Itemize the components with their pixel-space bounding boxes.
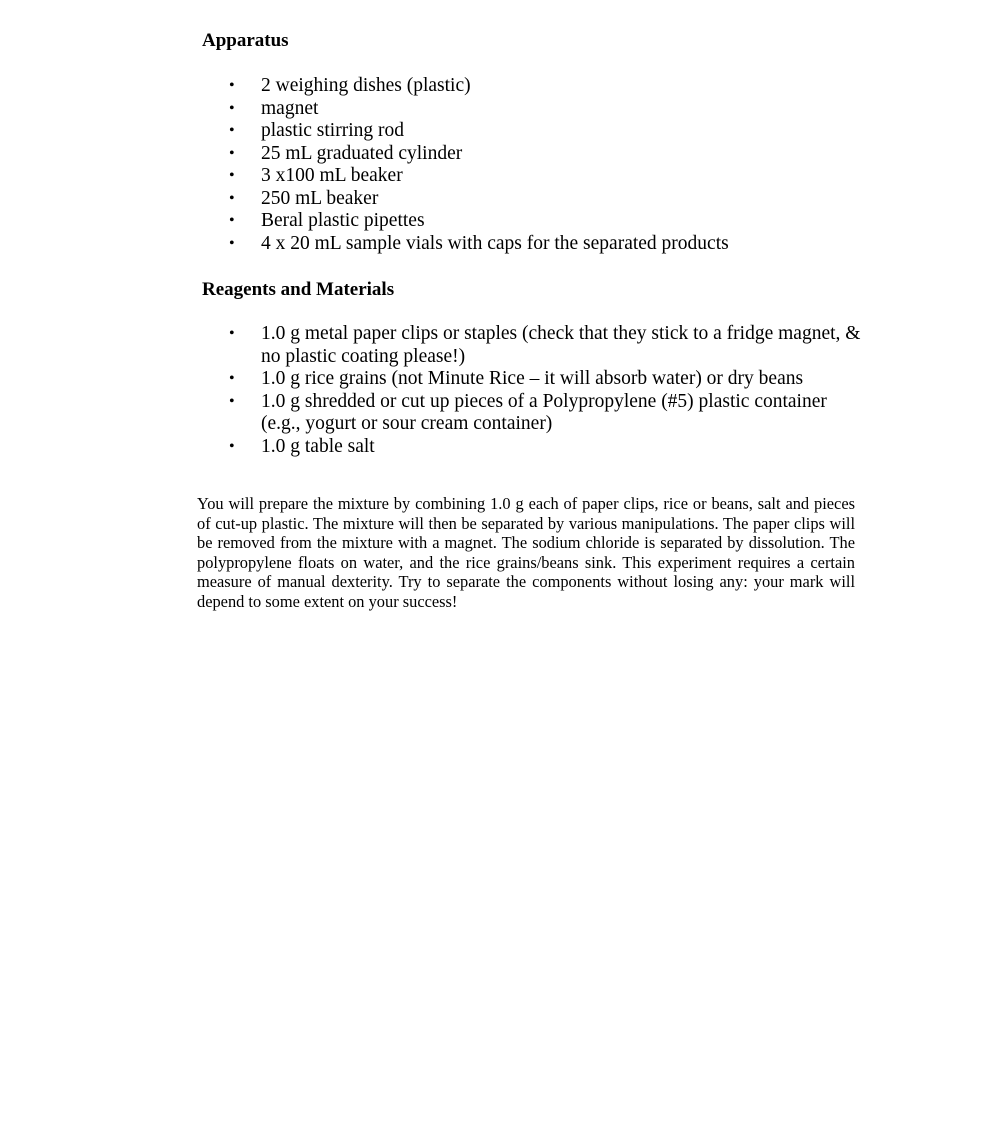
apparatus-item xyxy=(0,120,861,143)
bullet-icon: • xyxy=(229,77,235,94)
reagents-item xyxy=(0,436,861,459)
apparatus-item-text: 25 mL graduated cylinder xyxy=(261,142,463,164)
reagents-item xyxy=(0,391,861,436)
reagents-item-text: 1.0 g rice grains (not Minute Rice – it will absorb water) or dry beans xyxy=(261,368,804,389)
apparatus-item-text: 3 x100 mL beaker xyxy=(261,165,403,186)
apparatus-heading: Apparatus xyxy=(202,30,289,51)
procedure-paragraph: You will prepare the mixture by combining 1.0 g each of paper clips, rice or beans, salt and pieces of cut-up plastic. The mixture will then be separated by various manipulations. The paper clips will be removed from the mixture with a magnet. The sodium chloride is separated by dissolution. The polypropylene floats on water, and the rice grains/beans sink. This experiment requires a certain measure of manual dexterity. Try to separate the components without losing any: your mark will depend to some extent on your success! xyxy=(197,494,855,611)
apparatus-item xyxy=(0,75,861,98)
bullet-icon: • xyxy=(229,212,235,229)
bullet-icon: • xyxy=(229,144,235,162)
apparatus-item-text: Beral plastic pipettes xyxy=(261,210,425,231)
bullet-icon: • xyxy=(229,325,235,342)
bullet-icon: • xyxy=(229,122,235,139)
reagents-item-text: 1.0 g metal paper clips or staples (check that they stick to a fridge magnet, & no plastic coating please!) xyxy=(261,323,861,367)
apparatus-item xyxy=(0,188,861,211)
apparatus-item-text: magnet xyxy=(261,97,319,119)
reagents-heading: Reagents and Materials xyxy=(202,279,395,300)
apparatus-item-text: 250 mL beaker xyxy=(261,187,379,209)
bullet-icon: • xyxy=(229,189,235,207)
apparatus-item xyxy=(0,233,861,256)
apparatus-item xyxy=(0,210,861,233)
apparatus-item xyxy=(0,98,861,121)
reagents-item-text: 1.0 g table salt xyxy=(261,435,375,457)
apparatus-item-text: 2 weighing dishes (plastic) xyxy=(261,75,471,96)
bullet-icon: • xyxy=(229,234,235,252)
reagents-item xyxy=(0,323,861,368)
apparatus-item xyxy=(0,165,861,188)
reagents-item xyxy=(0,368,861,391)
bullet-icon: • xyxy=(229,167,235,184)
apparatus-item xyxy=(0,143,861,166)
reagents-list xyxy=(0,323,900,458)
reagents-item-text: 1.0 g shredded or cut up pieces of a Polypropylene (#5) plastic container (e.g., yogurt or sour cream container) xyxy=(261,390,827,434)
bullet-icon: • xyxy=(229,392,235,410)
apparatus-list xyxy=(0,75,900,255)
bullet-icon: • xyxy=(229,370,235,387)
bullet-icon: • xyxy=(229,99,235,117)
apparatus-item-text: 4 x 20 mL sample vials with caps for the separated products xyxy=(261,232,729,254)
apparatus-item-text: plastic stirring rod xyxy=(261,120,404,141)
bullet-icon: • xyxy=(229,437,235,455)
